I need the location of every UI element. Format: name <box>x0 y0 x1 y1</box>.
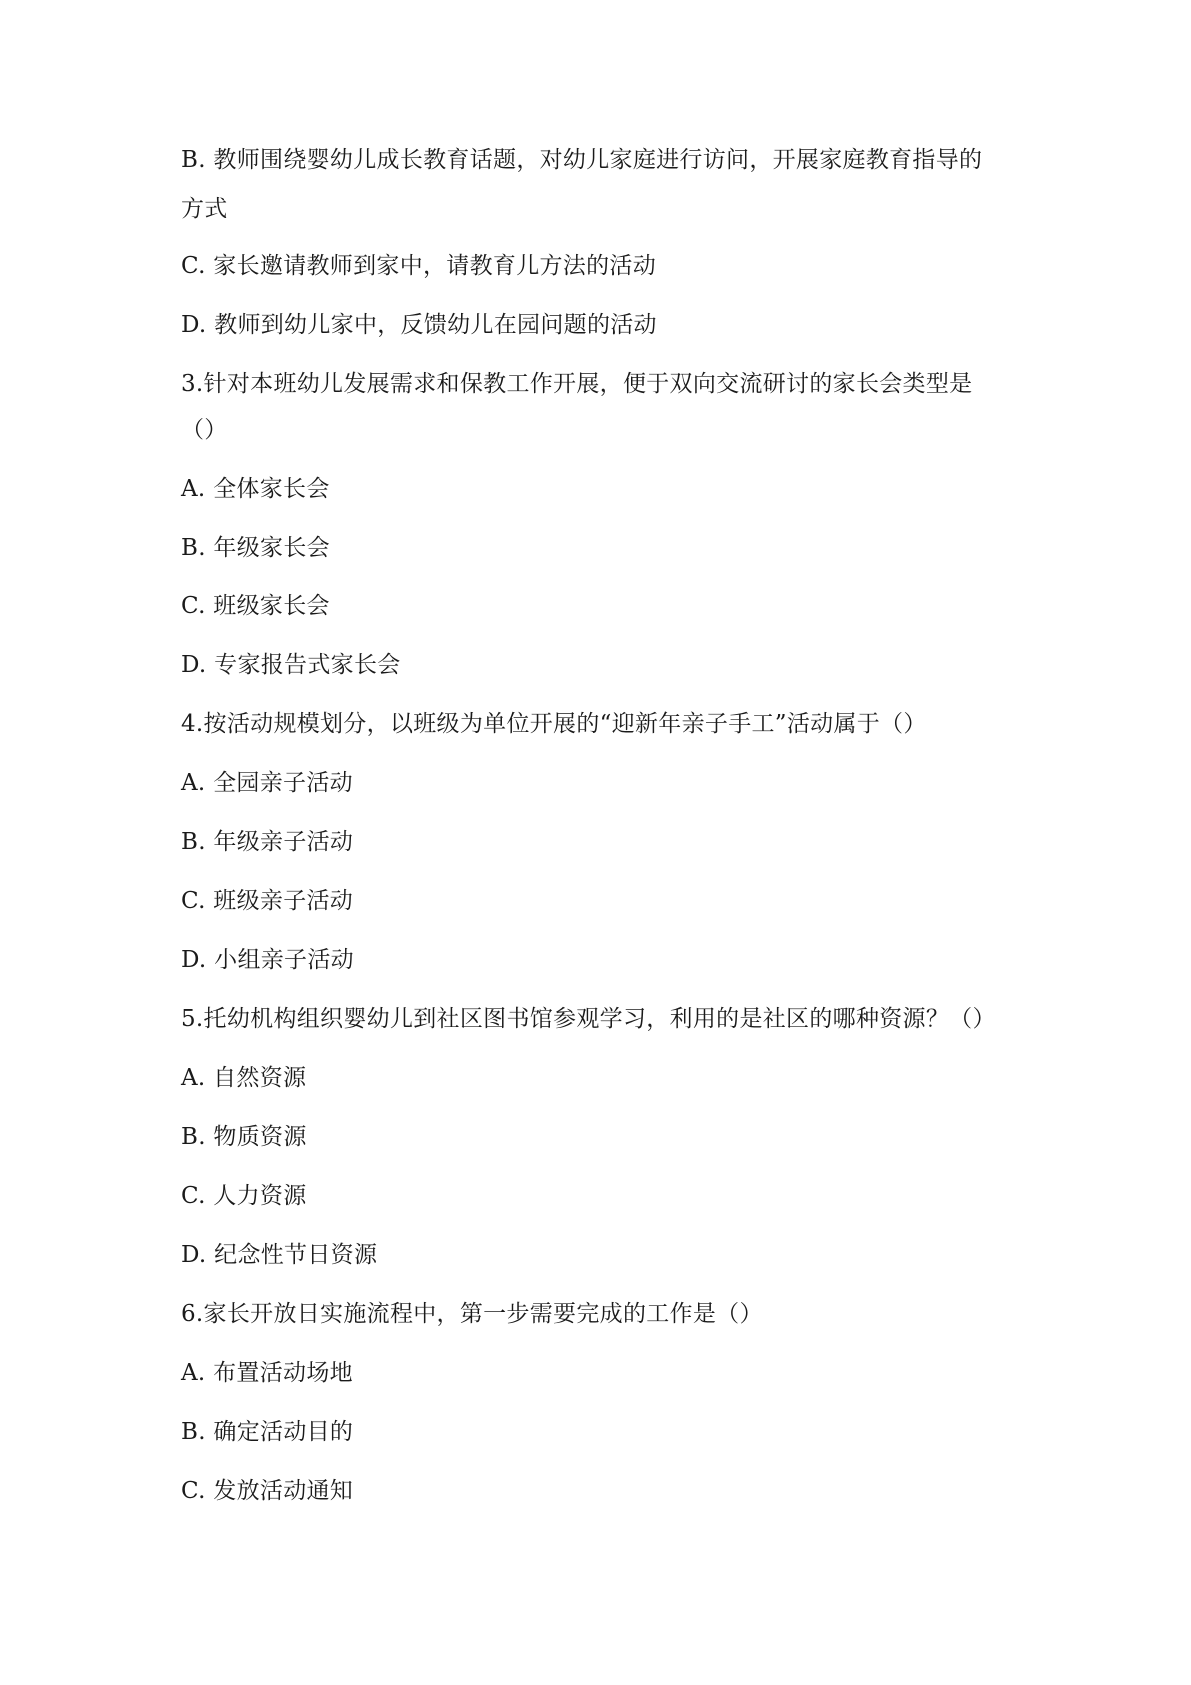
q3-option-d: D. 专家报告式家长会 <box>181 652 401 678</box>
q3-option-b: B. 年级家长会 <box>181 535 330 561</box>
q2-option-d: D. 教师到幼儿家中，反馈幼儿在园问题的活动 <box>181 312 657 338</box>
q6-option-b: B. 确定活动目的 <box>181 1419 354 1445</box>
q6-option-a: A. 布置活动场地 <box>181 1360 353 1386</box>
q4-stem: 4.按活动规模划分，以班级为单位开展的“迎新年亲子手工”活动属于（） <box>181 711 927 737</box>
q3-stem-line1: 3.针对本班幼儿发展需求和保教工作开展，便于双向交流研讨的家长会类型是 <box>181 371 973 397</box>
q3-option-a: A. 全体家长会 <box>181 476 330 502</box>
q4-option-a: A. 全园亲子活动 <box>181 770 353 796</box>
q5-option-c: C. 人力资源 <box>181 1183 307 1209</box>
q2-option-c: C. 家长邀请教师到家中，请教育儿方法的活动 <box>181 253 657 279</box>
q6-option-c: C. 发放活动通知 <box>181 1478 354 1504</box>
q5-option-a: A. 自然资源 <box>181 1065 307 1091</box>
q4-option-c: C. 班级亲子活动 <box>181 888 354 914</box>
q2-option-b-line1: B. 教师围绕婴幼儿成长教育话题，对幼儿家庭进行访问，开展家庭教育指导的 <box>181 147 983 173</box>
q5-stem: 5.托幼机构组织婴幼儿到社区图书馆参观学习，利用的是社区的哪种资源？（） <box>181 1006 996 1032</box>
q6-stem: 6.家长开放日实施流程中，第一步需要完成的工作是（） <box>181 1301 763 1327</box>
q5-option-b: B. 物质资源 <box>181 1124 307 1150</box>
q5-option-d: D. 纪念性节日资源 <box>181 1242 378 1268</box>
q2-option-b-line2: 方式 <box>181 196 228 222</box>
q3-option-c: C. 班级家长会 <box>181 593 330 619</box>
q4-option-d: D. 小组亲子活动 <box>181 947 354 973</box>
q4-option-b: B. 年级亲子活动 <box>181 829 354 855</box>
q3-stem-line2: （） <box>181 417 228 443</box>
